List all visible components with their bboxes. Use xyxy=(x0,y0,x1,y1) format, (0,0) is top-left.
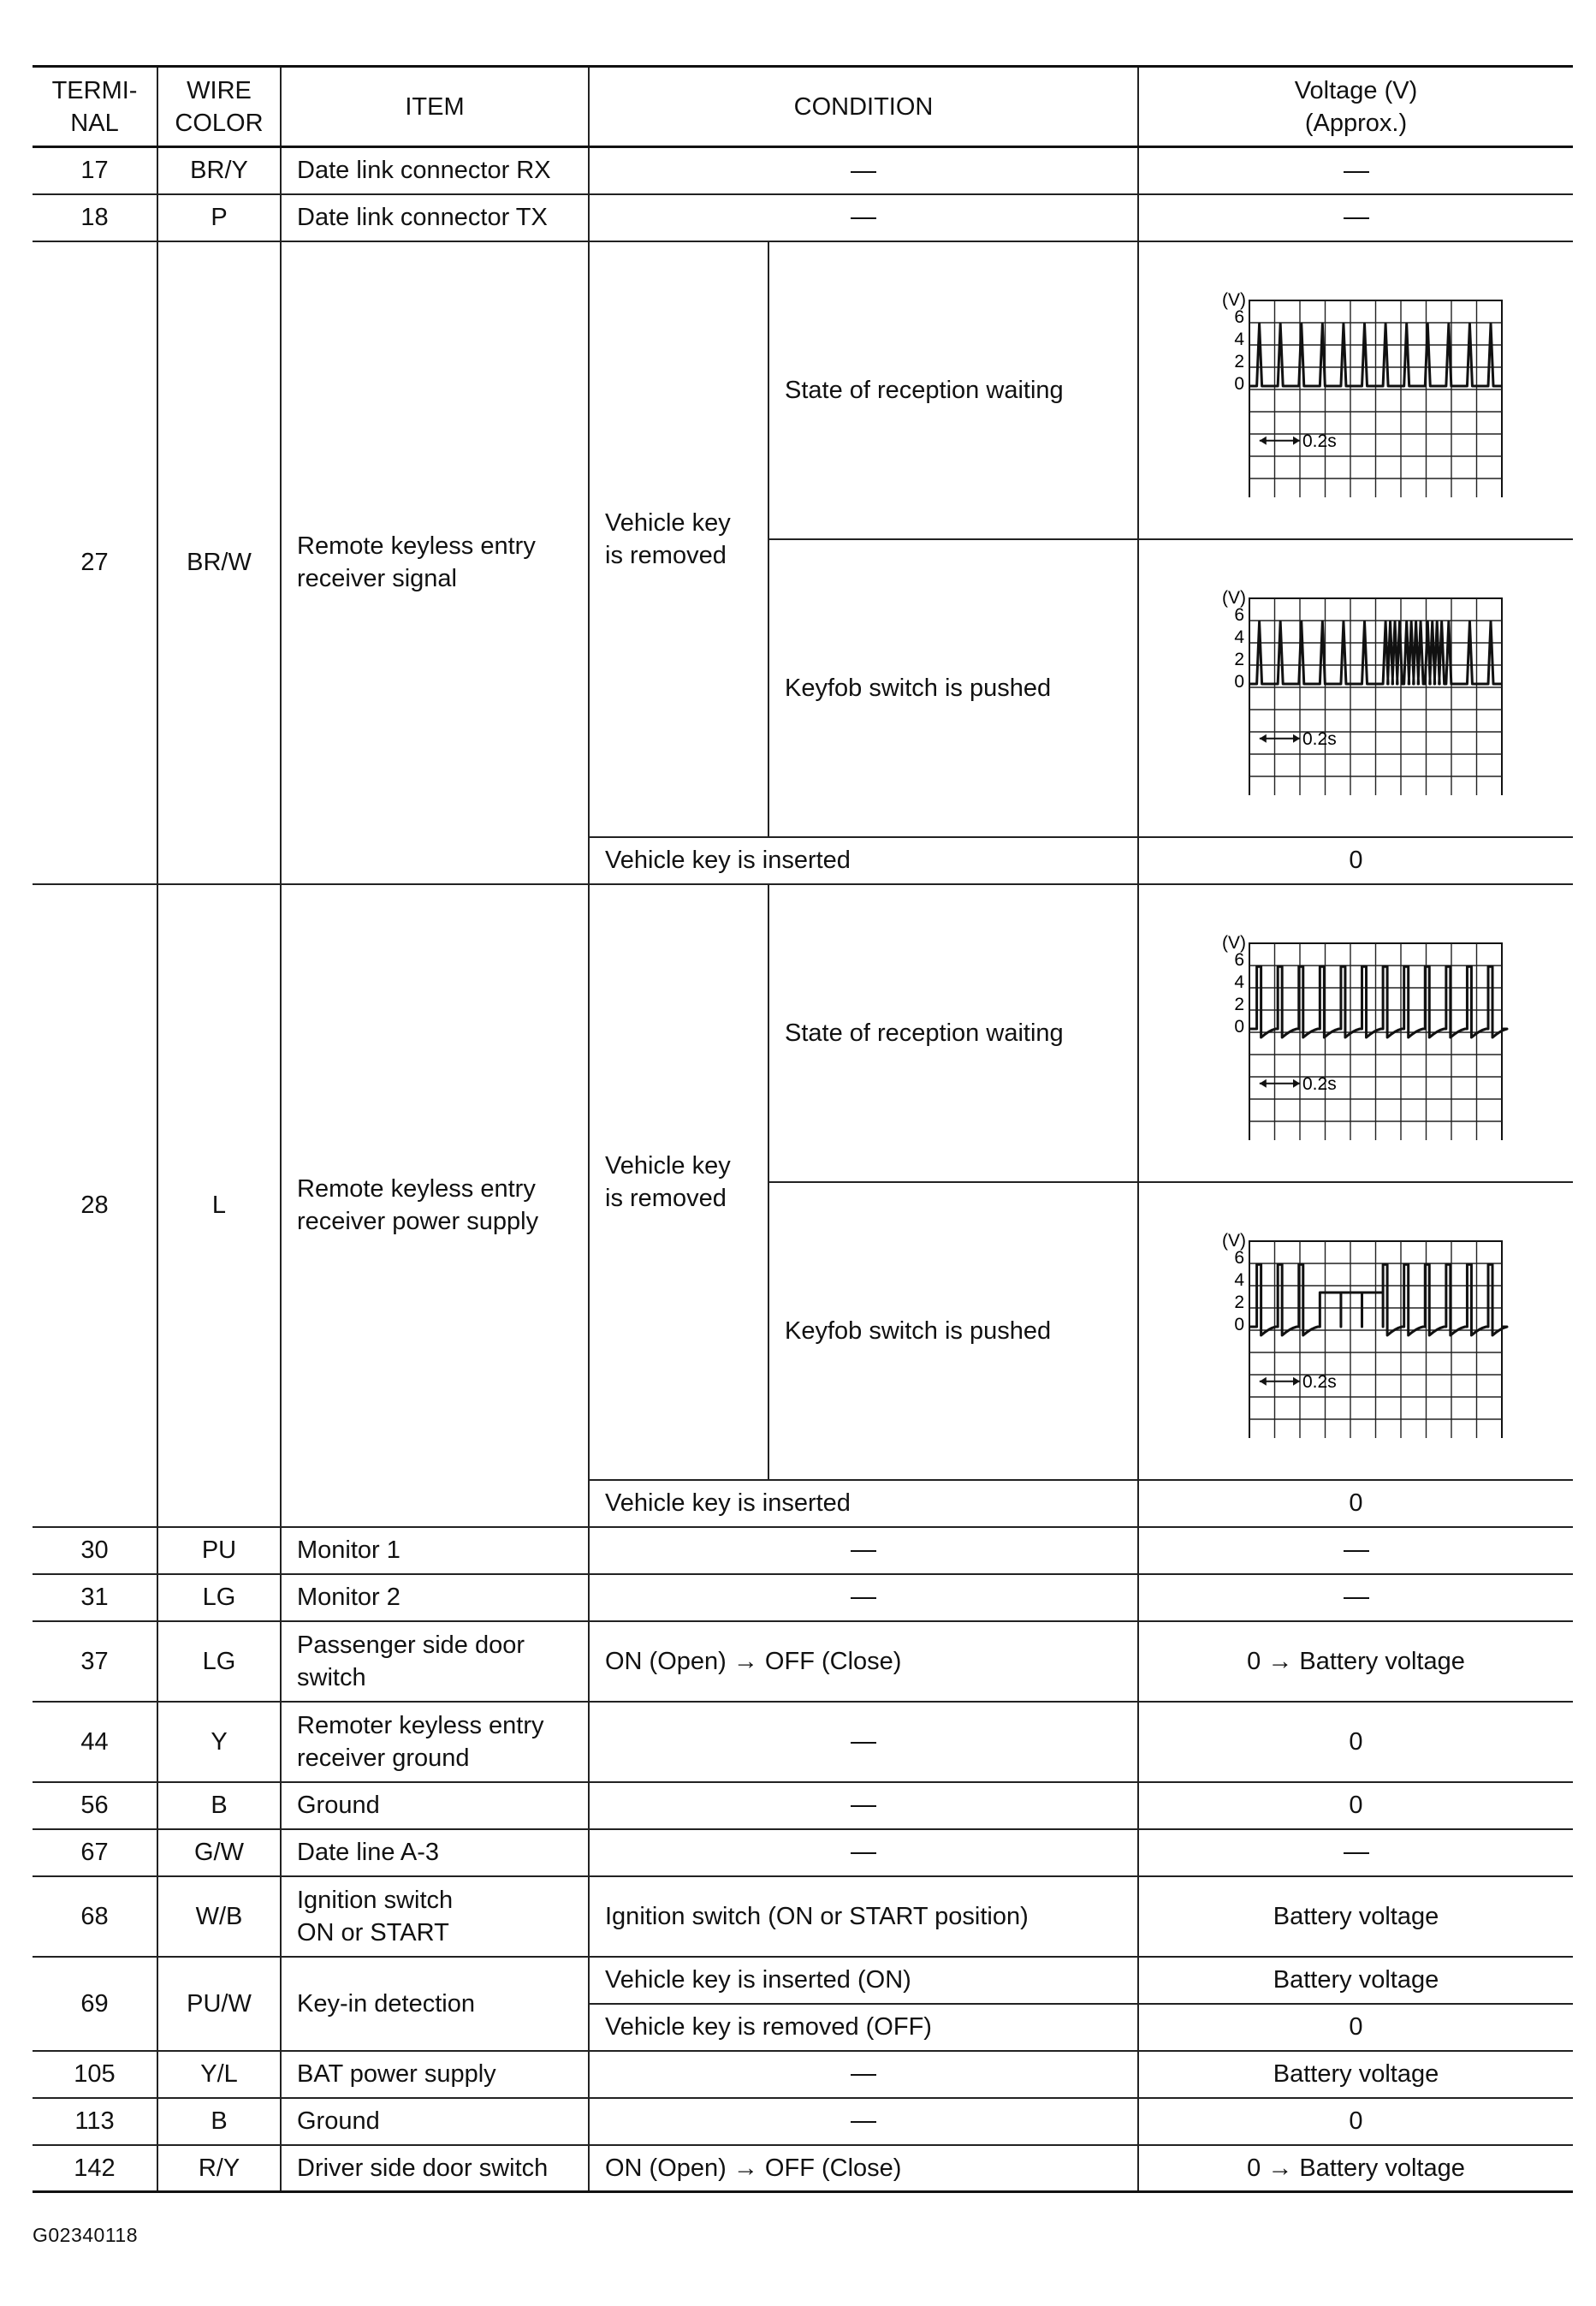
dash-mark xyxy=(851,1852,876,1854)
item-cell: Remote keyless entry receiver power supply xyxy=(281,884,589,1527)
table-row xyxy=(33,194,1573,241)
scope-tick-label: 4 xyxy=(1233,1269,1244,1290)
dash-mark xyxy=(851,171,876,173)
voltage-cell: 0 xyxy=(1138,2098,1573,2145)
voltage-cell: 0 xyxy=(1138,1702,1573,1782)
item-cell: Date link connector RX xyxy=(281,147,589,194)
scope-unit-label: (V) xyxy=(1221,587,1246,608)
waveform-power-reception-waiting xyxy=(1202,926,1510,1140)
dash-mark xyxy=(851,1805,876,1807)
wire-color-cell: LG xyxy=(157,1621,281,1702)
condition-cell xyxy=(589,2098,1138,2145)
condition-cell: Vehicle key is inserted (ON) xyxy=(589,1957,1138,2004)
wire-color-cell: Y/L xyxy=(157,2051,281,2098)
time-marker-label: 0.2s xyxy=(1302,728,1337,749)
scope-tick-label: 4 xyxy=(1233,972,1244,992)
item-cell: Remoter keyless entry receiver ground xyxy=(281,1702,589,1782)
waveform-cell xyxy=(1138,539,1573,837)
time-marker-arrow xyxy=(1293,436,1300,444)
time-marker-arrow xyxy=(1293,1376,1300,1385)
scope-tick-label: 0 xyxy=(1233,1314,1244,1334)
condition-cell: Vehicle key is inserted xyxy=(589,1480,1138,1527)
condition-cell xyxy=(589,147,1138,194)
condition-cell: ON (Open) → OFF (Close) xyxy=(589,2145,1138,2192)
voltage-cell xyxy=(1138,1574,1573,1621)
condition-cell xyxy=(589,1829,1138,1876)
voltage-cell: Battery voltage xyxy=(1138,2051,1573,2098)
waveform-power-keyfob-pushed xyxy=(1202,1224,1510,1438)
scope-tick-label: 2 xyxy=(1233,649,1244,669)
voltage-cell: 0 xyxy=(1138,1480,1573,1527)
item-cell: Monitor 1 xyxy=(281,1527,589,1574)
wire-color-cell: B xyxy=(157,2098,281,2145)
terminal-cell: 44 xyxy=(33,1702,157,1782)
condition-cell xyxy=(589,1702,1138,1782)
dash-mark xyxy=(1344,217,1369,219)
voltage-cell xyxy=(1138,147,1573,194)
item-cell: Ground xyxy=(281,2098,589,2145)
item-cell: Ground xyxy=(281,1782,589,1829)
header-item: ITEM xyxy=(281,67,589,147)
terminal-cell: 28 xyxy=(33,884,157,1527)
terminal-cell: 31 xyxy=(33,1574,157,1621)
scope-tick-label: 2 xyxy=(1233,1292,1244,1312)
time-marker-label: 0.2s xyxy=(1302,1371,1337,1392)
time-marker-arrow xyxy=(1293,1079,1300,1087)
dash-mark xyxy=(1344,1550,1369,1552)
wire-color-cell: L xyxy=(157,884,281,1527)
scope-unit-label: (V) xyxy=(1221,289,1246,310)
dash-mark xyxy=(1344,1597,1369,1599)
terminal-cell: 142 xyxy=(33,2145,157,2192)
item-cell: Passenger side door switch xyxy=(281,1621,589,1702)
voltage-cell: 0 xyxy=(1138,1782,1573,1829)
table-row xyxy=(33,2145,1573,2192)
table-row xyxy=(33,1702,1573,1782)
table-row xyxy=(33,1876,1573,1957)
condition-cell xyxy=(589,1527,1138,1574)
wire-color-cell: B xyxy=(157,1782,281,1829)
time-marker-arrow xyxy=(1293,734,1300,742)
scope-unit-label: (V) xyxy=(1221,1230,1246,1251)
wire-color-cell: R/Y xyxy=(157,2145,281,2192)
scope-tick-label: 6 xyxy=(1233,949,1244,970)
table-row xyxy=(33,1829,1573,1876)
scope-tick-label: 0 xyxy=(1233,671,1244,692)
table-row xyxy=(33,884,1573,1182)
scope-tick-label: 6 xyxy=(1233,1247,1244,1268)
terminal-cell: 30 xyxy=(33,1527,157,1574)
time-marker-arrow xyxy=(1259,1376,1266,1385)
table-row xyxy=(33,147,1573,194)
time-marker-label: 0.2s xyxy=(1302,1073,1337,1094)
condition-cell xyxy=(589,1574,1138,1621)
wire-color-cell: PU/W xyxy=(157,1957,281,2051)
item-cell: Remote keyless entry receiver signal xyxy=(281,241,589,884)
condition-cell: Ignition switch (ON or START position) xyxy=(589,1876,1138,1957)
voltage-cell xyxy=(1138,194,1573,241)
terminal-cell: 56 xyxy=(33,1782,157,1829)
table-row xyxy=(33,2051,1573,2098)
dash-mark xyxy=(851,1550,876,1552)
condition-cell: Vehicle key is removed (OFF) xyxy=(589,2004,1138,2051)
terminal-cell: 67 xyxy=(33,1829,157,1876)
time-marker-arrow xyxy=(1259,734,1266,742)
wire-color-cell: P xyxy=(157,194,281,241)
terminal-cell: 17 xyxy=(33,147,157,194)
time-marker-arrow xyxy=(1259,1079,1266,1087)
condition-group-cell: Vehicle key is removed xyxy=(589,884,768,1480)
wire-color-cell: G/W xyxy=(157,1829,281,1876)
item-cell: Driver side door switch xyxy=(281,2145,589,2192)
item-cell: Date line A-3 xyxy=(281,1829,589,1876)
scope-tick-label: 2 xyxy=(1233,994,1244,1014)
table-row xyxy=(33,2098,1573,2145)
item-cell: Date link connector TX xyxy=(281,194,589,241)
table-row xyxy=(33,1957,1573,2004)
condition-cell xyxy=(589,194,1138,241)
item-cell: BAT power supply xyxy=(281,2051,589,2098)
scope-tick-label: 6 xyxy=(1233,306,1244,327)
dash-mark xyxy=(851,1742,876,1744)
condition-cell xyxy=(589,1782,1138,1829)
wire-color-cell: W/B xyxy=(157,1876,281,1957)
terminal-table xyxy=(33,65,1573,2193)
signal-trace xyxy=(1249,1264,1507,1335)
voltage-cell: 0 → Battery voltage xyxy=(1138,2145,1573,2192)
waveform-keyfob-pushed xyxy=(1202,581,1510,795)
scope-tick-label: 4 xyxy=(1233,627,1244,647)
scope-tick-label: 6 xyxy=(1233,604,1244,625)
waveform-cell xyxy=(1138,884,1573,1182)
terminal-cell: 27 xyxy=(33,241,157,884)
condition-cell: Vehicle key is inserted xyxy=(589,837,1138,884)
wire-color-cell: BR/W xyxy=(157,241,281,884)
table-row xyxy=(33,1527,1573,1574)
item-cell: Ignition switch ON or START xyxy=(281,1876,589,1957)
terminal-cell: 68 xyxy=(33,1876,157,1957)
condition-cell: ON (Open) → OFF (Close) xyxy=(589,1621,1138,1702)
dash-mark xyxy=(851,2121,876,2123)
signal-trace xyxy=(1249,966,1507,1037)
table-row xyxy=(33,1782,1573,1829)
dash-mark xyxy=(851,217,876,219)
header-terminal: TERMI- NAL xyxy=(33,67,157,147)
header-condition: CONDITION xyxy=(589,67,1138,147)
scope-tick-label: 2 xyxy=(1233,351,1244,371)
terminal-cell: 37 xyxy=(33,1621,157,1702)
table-row xyxy=(33,241,1573,539)
item-cell: Monitor 2 xyxy=(281,1574,589,1621)
dash-mark xyxy=(851,1597,876,1599)
terminal-cell: 69 xyxy=(33,1957,157,2051)
voltage-cell xyxy=(1138,1527,1573,1574)
dash-mark xyxy=(1344,1852,1369,1854)
wire-color-cell: PU xyxy=(157,1527,281,1574)
voltage-cell xyxy=(1138,1829,1573,1876)
terminal-cell: 105 xyxy=(33,2051,157,2098)
wire-color-cell: LG xyxy=(157,1574,281,1621)
figure-code: G02340118 xyxy=(33,2224,139,2246)
terminal-cell: 18 xyxy=(33,194,157,241)
waveform-reception-waiting xyxy=(1202,283,1510,497)
condition-cell xyxy=(589,2051,1138,2098)
wire-color-cell: Y xyxy=(157,1702,281,1782)
scope-tick-label: 4 xyxy=(1233,329,1244,349)
voltage-cell: Battery voltage xyxy=(1138,1876,1573,1957)
voltage-cell: 0 xyxy=(1138,837,1573,884)
condition-group-cell: Vehicle key is removed xyxy=(589,241,768,837)
waveform-cell xyxy=(1138,241,1573,539)
voltage-cell: 0 xyxy=(1138,2004,1573,2051)
terminal-cell: 113 xyxy=(33,2098,157,2145)
item-cell: Key-in detection xyxy=(281,1957,589,2051)
scope-tick-label: 0 xyxy=(1233,373,1244,394)
sub-condition-cell: State of reception waiting xyxy=(768,241,1138,539)
voltage-cell: 0 → Battery voltage xyxy=(1138,1621,1573,1702)
sub-condition-cell: Keyfob switch is pushed xyxy=(768,1182,1138,1480)
header-voltage: Voltage (V) (Approx.) xyxy=(1138,67,1573,147)
scope-tick-label: 0 xyxy=(1233,1016,1244,1037)
time-marker-arrow xyxy=(1259,436,1266,444)
table-row xyxy=(33,1574,1573,1621)
dash-mark xyxy=(851,2074,876,2076)
scope-unit-label: (V) xyxy=(1221,932,1246,953)
voltage-cell: Battery voltage xyxy=(1138,1957,1573,2004)
sub-condition-cell: Keyfob switch is pushed xyxy=(768,539,1138,837)
sub-condition-cell: State of reception waiting xyxy=(768,884,1138,1182)
waveform-cell xyxy=(1138,1182,1573,1480)
dash-mark xyxy=(1344,171,1369,173)
table-row xyxy=(33,1621,1573,1702)
wire-color-cell: BR/Y xyxy=(157,147,281,194)
header-wire-color: WIRE COLOR xyxy=(157,67,281,147)
time-marker-label: 0.2s xyxy=(1302,431,1337,451)
